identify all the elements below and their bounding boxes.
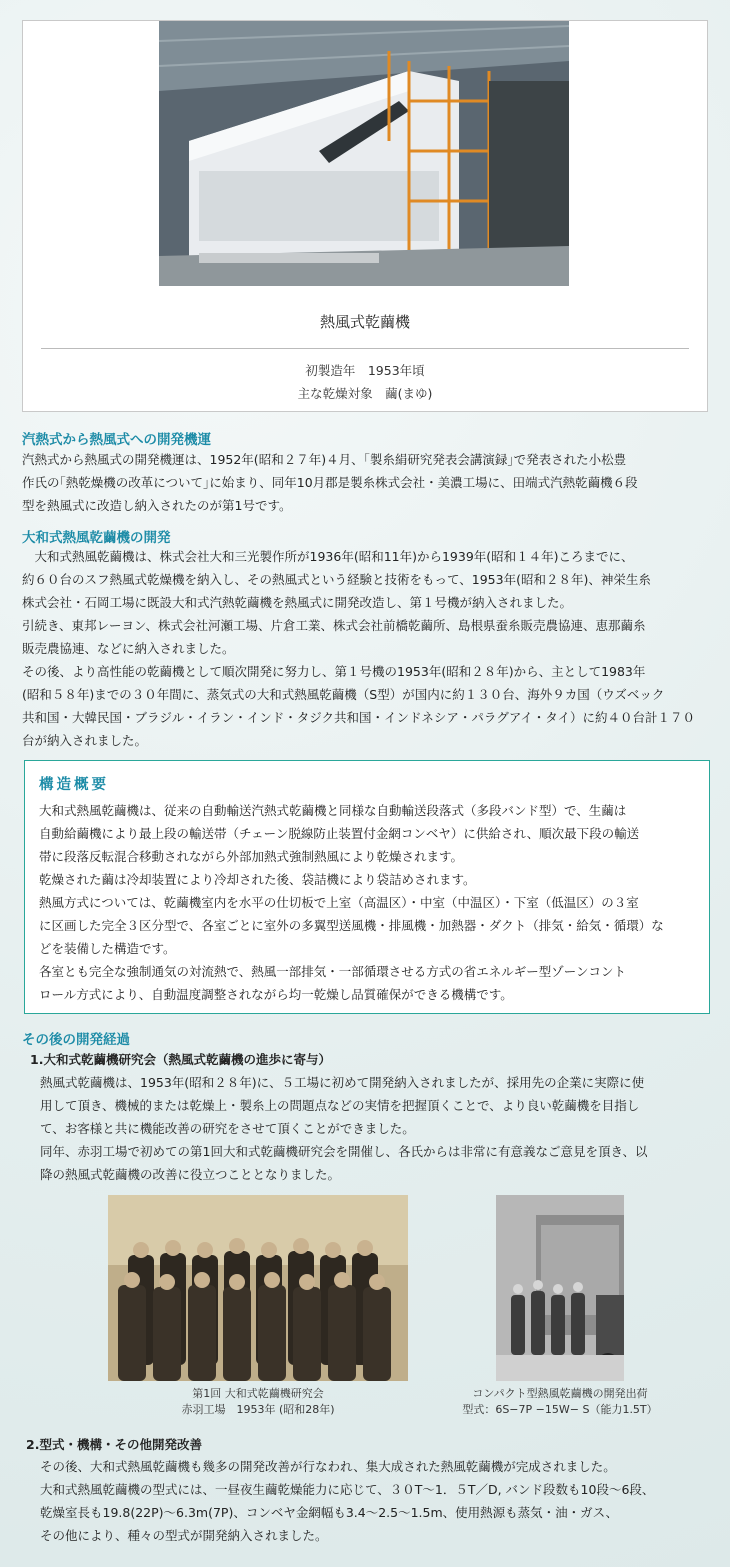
hero-meta-year: 初製造年 1953年頃 bbox=[305, 363, 425, 378]
text-line: 熱風方式については、乾繭機室内を水平の仕切板で上室（高温区）・中室（中温区）・下室（低温区）の３室 bbox=[39, 895, 639, 910]
models-body bbox=[40, 1455, 720, 1547]
text-line: どを装備した構造です。 bbox=[39, 941, 176, 956]
text-line: 降の熱風式乾繭機の改善に役立つこととなりました。 bbox=[40, 1167, 341, 1182]
caption-line: 赤羽工場 1953年 (昭和28年) bbox=[181, 1403, 335, 1416]
text-line: 大和式熱風乾繭機は、従来の自動輸送汽熱式乾繭機と同様な自動輸送段落式（多段バンド型）で、生繭は bbox=[39, 803, 627, 818]
study-group-body bbox=[40, 1071, 720, 1186]
dryer-machine-illustration bbox=[159, 21, 569, 286]
text-line: 帯に段落反転混合移動されながら外部加熱式強制熱風により乾燥されます。 bbox=[39, 849, 464, 864]
text-line: 大和式熱風乾繭機は、株式会社大和三光製作所が1936年(昭和11年)から1939年(昭和１４年)ころまでに、 bbox=[22, 549, 634, 564]
subsection-title-study-group: 1.大和式乾繭機研究会（熱風式乾繭機の進歩に寄与） bbox=[30, 1052, 331, 1067]
compact-dryer-illustration bbox=[496, 1195, 624, 1381]
text-line: 自動給繭機により最上段の輸送帯（チェーン脱線防止装置付金網コンベヤ）に供給され、順次最下段の輸送 bbox=[39, 826, 640, 841]
text-line: 各室とも完全な強制通気の対流熱で、熱風一部排気・一部循環させる方式の省エネルギー型ゾーンコント bbox=[39, 964, 627, 979]
text-line: 台が納入されました。 bbox=[22, 733, 148, 748]
text-line: 作氏の｢熱乾燥機の改革について｣に始まり、同年10月郡是製糸株式会社・美濃工場に、田端式汽熱乾繭機６段 bbox=[22, 475, 638, 490]
section-title-development-momentum: 汽熱式から熱風式への開発機運 bbox=[22, 432, 211, 448]
hero-card bbox=[22, 20, 708, 412]
text-line: 熱風式乾繭機は、1953年(昭和２８年)に、５工場に初めて開発納入されましたが、採用先の企業に実際に使 bbox=[40, 1075, 645, 1090]
text-line: (昭和５８年)までの３０年間に、蒸気式の大和式熱風乾繭機（S型）が国内に約１３０台、海外９カ国（ウズベック bbox=[22, 687, 665, 702]
overview-title: 構造概要 bbox=[39, 777, 109, 793]
overview-body bbox=[39, 799, 699, 1006]
text-line: その後、大和式熱風乾繭機も幾多の開発改善が行なわれ、集大成された熱風乾繭機が完成されました。 bbox=[40, 1459, 616, 1474]
text-line: 用して頂き、機械的または乾燥上・製糸上の問題点などの実情を把握頂くことで、より良い乾繭機を目指し bbox=[40, 1098, 640, 1113]
section-title-subsequent-development: その後の開発経過 bbox=[22, 1032, 130, 1048]
text-line: 引続き、東邦レーヨン、株式会社河瀬工場、片倉工業、株式会社前橋乾繭所、島根県蚕糸販売農協連、恵那繭糸 bbox=[22, 618, 646, 633]
caption-line: 型式：6S−7P −15W− S（能力1.5T） bbox=[462, 1403, 658, 1416]
hero-meta-target: 主な乾燥対象 繭(まゆ) bbox=[297, 386, 433, 401]
study-group-photo bbox=[108, 1195, 408, 1381]
text-line: 大和式熱風乾繭機の型式には、一昼夜生繭乾燥能力に応じて、３０T〜1．５T／D, バンド段数も10段〜6段、 bbox=[40, 1482, 655, 1497]
text-line: その他により、種々の型式が開発納入されました。 bbox=[40, 1528, 328, 1543]
text-line: 共和国・大韓民国・ブラジル・イラン・インド・タジク共和国・インドネシア・パラグアイ・タイ）に約４０台計１７０ bbox=[22, 710, 695, 725]
hero-photo bbox=[159, 21, 569, 286]
text-line: 乾燥室長も19.8(22P)〜6.3m(7P)、コンベヤ金網幅も3.4〜2.5〜1.5m、使用熱源も蒸気・油・ガス、 bbox=[40, 1505, 619, 1520]
group-photo-illustration bbox=[108, 1195, 408, 1381]
section2-body bbox=[22, 545, 712, 752]
hero-title: 熱風式乾繭機 bbox=[319, 313, 410, 331]
compact-dryer-photo bbox=[496, 1195, 624, 1381]
text-line: 株式会社・石岡工場に既設大和式汽熱乾繭機を熱風式に開発改造し、第１号機が納入されました。 bbox=[22, 595, 573, 610]
structure-overview-box bbox=[24, 760, 710, 1014]
compact-dryer-caption bbox=[440, 1386, 680, 1418]
text-line: ロール方式により、自動温度調整されながら均一乾燥し品質確保ができる機構です。 bbox=[39, 987, 513, 1002]
text-line: て、お客様と共に機能改善の研究をさせて頂くことができました。 bbox=[40, 1121, 415, 1136]
section1-body bbox=[22, 448, 712, 517]
hero-divider bbox=[41, 348, 689, 349]
text-line: 同年、赤羽工場で初めての第1回大和式乾繭機研究会を開催し、各氏からは非常に有意義なご意見を頂き、以 bbox=[40, 1144, 648, 1159]
caption-line: 第1回 大和式乾繭機研究会 bbox=[192, 1387, 324, 1400]
text-line: に区画した完全３区分型で、各室ごとに室外の多翼型送風機・排風機・加熱器・ダクト（排気・給気・循環）な bbox=[39, 918, 664, 933]
text-line: 汽熱式から熱風式の開発機運は、1952年(昭和２７年)４月、｢製糸絹研究発表会講演録｣で発表された小松豊 bbox=[22, 452, 627, 467]
text-line: 乾燥された繭は冷却装置により冷却された後、袋詰機により袋詰めされます。 bbox=[39, 872, 476, 887]
study-group-caption bbox=[108, 1386, 408, 1418]
section-title-daiwa-development: 大和式熱風乾繭機の開発 bbox=[22, 530, 171, 546]
text-line: 約６０台のスフ熱風式乾燥機を納入し、その熱風式という経験と技術をもって、1953年(昭和２８年)、神栄生糸 bbox=[22, 572, 651, 587]
caption-line: コンパクト型熱風乾繭機の開発出荷 bbox=[472, 1387, 648, 1400]
text-line: 型を熱風式に改造し納入されたのが第1号です。 bbox=[22, 498, 292, 513]
text-line: 販売農協連、などに納入されました。 bbox=[22, 641, 235, 656]
text-line: その後、より高性能の乾繭機として順次開発に努力し、第１号機の1953年(昭和２８年)から、主として1983年 bbox=[22, 664, 646, 679]
subsection-title-models: 2.型式・機構・その他開発改善 bbox=[26, 1437, 202, 1452]
